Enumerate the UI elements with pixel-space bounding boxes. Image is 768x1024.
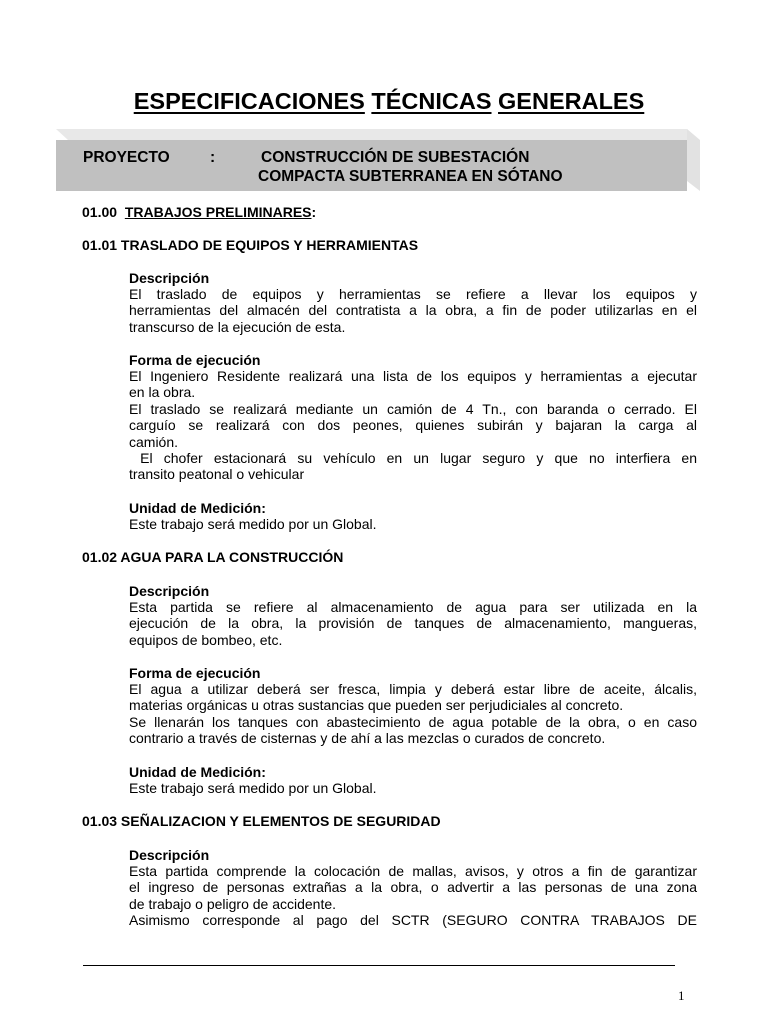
paragraph-line: el ingreso de personas extrañas a la obra, o advertir a las personas de una zona [129, 879, 697, 896]
title-word-2: TÉCNICAS [371, 88, 492, 114]
paragraph-line: Esta partida comprende la colocación de mallas, avisos, y otros a fin de garantizar [129, 863, 697, 879]
paragraph-line: equipos de bombeo, etc. [129, 631, 283, 648]
section-0103-desc-label: Descripción [129, 847, 210, 863]
section-0102-unidad-label: Unidad de Medición: [129, 764, 266, 780]
section-0100-title: TRABAJOS PRELIMINARES [124, 204, 312, 220]
section-0102-forma [129, 681, 697, 747]
document-title [0, 88, 768, 115]
section-0101-forma [129, 368, 697, 483]
section-0100-suffix: : [311, 204, 317, 220]
section-0101-forma-label: Forma de ejecución [129, 352, 261, 368]
paragraph-line: en la obra. [129, 384, 196, 401]
paragraph-line: herramientas del almacén del contratista a la obra, a fin de poder utilizarlas en el [129, 302, 697, 319]
section-0101-unidad-label: Unidad de Medición: [129, 500, 266, 516]
section-0102-desc [129, 599, 697, 648]
project-label: PROYECTO [83, 149, 170, 166]
section-0100-number: 01.00 [82, 204, 118, 220]
project-colon: : [210, 149, 216, 166]
project-box-side [686, 129, 700, 191]
section-0102-unidad: Este trabajo será medido por un Global. [129, 780, 377, 796]
project-name-line1: CONSTRUCCIÓN DE SUBESTACIÓN [261, 149, 530, 166]
section-0103-desc [129, 863, 697, 929]
paragraph-line: Asimismo corresponde al pago del SCTR (SEGURO CONTRA TRABAJOS DE [129, 912, 697, 929]
section-0101-desc [129, 286, 697, 335]
footer-rule [83, 965, 675, 966]
section-0102-heading: 01.02 AGUA PARA LA CONSTRUCCIÓN [82, 549, 344, 565]
paragraph-line: Se llenarán los tanques con abastecimiento de agua potable de la obra, o en caso [129, 713, 697, 730]
title-word-1: ESPECIFICACIONES [133, 88, 365, 114]
title-word-3: GENERALES [498, 88, 645, 114]
paragraph-line: El chofer estacionará su vehículo en un lugar seguro y que no interfiera en [129, 450, 697, 467]
section-0101-desc-label: Descripción [129, 270, 210, 286]
paragraph-line: transito peatonal o vehicular [129, 466, 305, 483]
section-0101-heading: 01.01 TRASLADO DE EQUIPOS Y HERRAMIENTAS [82, 237, 419, 253]
section-0102-forma-label: Forma de ejecución [129, 665, 261, 681]
paragraph-line: materias orgánicas u otras sustancias que pueden ser perjudiciales al concreto. [129, 697, 624, 714]
paragraph-line: El Ingeniero Residente realizará una lista de los equipos y herramientas a ejecutar [129, 368, 697, 384]
section-0103-heading: 01.03 SEÑALIZACION Y ELEMENTOS DE SEGURIDAD [82, 813, 441, 829]
project-name-line2: COMPACTA SUBTERRANEA EN SÓTANO [258, 168, 563, 185]
section-0101-unidad: Este trabajo será medido por un Global. [129, 516, 377, 532]
paragraph-line: carguío se realizará con dos peones, quienes subirán y bajaran la carga al [129, 417, 697, 434]
paragraph-line: transcurso de la ejecución de esta. [129, 318, 346, 335]
paragraph-line: de trabajo o peligro de accidente. [129, 895, 337, 912]
paragraph-line: El traslado de equipos y herramientas se refiere a llevar los equipos y [129, 286, 697, 302]
paragraph-line: ejecución de la obra, la provisión de tanques de almacenamiento, mangueras, [129, 615, 697, 632]
section-0100-heading [82, 204, 316, 220]
section-0102-desc-label: Descripción [129, 583, 210, 599]
paragraph-line: contrario a través de cisternas y de ahí a las mezclas o curados de concreto. [129, 730, 606, 747]
page-number: 1 [678, 988, 685, 1003]
paragraph-line: camión. [129, 433, 179, 450]
paragraph-line: El traslado se realizará mediante un camión de 4 Tn., con baranda o cerrado. El [129, 400, 697, 417]
paragraph-line: Esta partida se refiere al almacenamiento de agua para ser utilizada en la [129, 599, 697, 615]
paragraph-line: El agua a utilizar deberá ser fresca, limpia y deberá estar libre de aceite, álcalis, [129, 681, 697, 697]
